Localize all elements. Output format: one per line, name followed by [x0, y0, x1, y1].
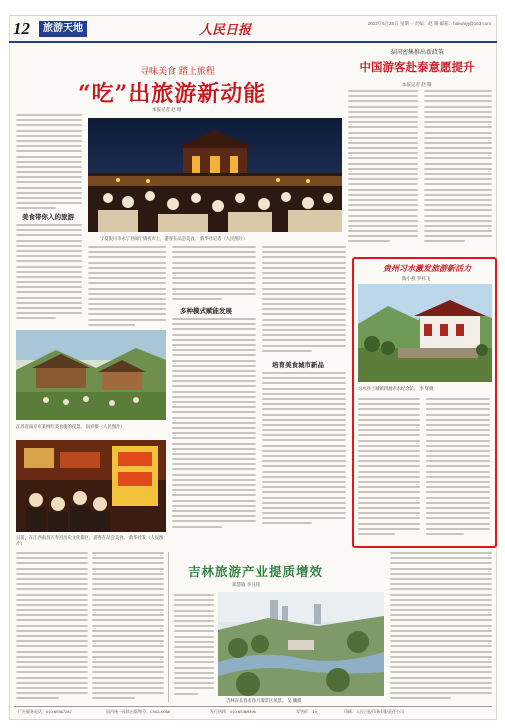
main-text-col2 [88, 246, 166, 330]
main-kicker: 寻味美食 踏上旅程 [140, 67, 215, 77]
header-rule [9, 41, 497, 43]
main-text-col3b [172, 318, 256, 532]
bottom-text-col1 [16, 552, 88, 702]
photo3-caption: 日前，在江西南昌万寿宫历史文化街区，游客在品尝美食。 新华社发（人民图片） [16, 535, 164, 546]
page-header [9, 19, 497, 39]
highlight-text-col1 [358, 398, 420, 544]
main-photo-caption: 宁夏银川市永宁县闽宁镇夜市上，游客在品尝美食。 新华社记者（人民图片） [100, 236, 248, 241]
right-text-col2 [424, 90, 492, 250]
main-text-col1 [16, 114, 82, 212]
section-tag: 旅游天地 [39, 21, 87, 37]
highlight-photo-memorial [358, 284, 492, 382]
footer-item: 国内统一连续出版物号：CN11-0066 [106, 709, 171, 714]
footer-item: 发行热线：010-65369396 [210, 709, 256, 714]
footer-item: 零售价：1元 [296, 709, 319, 714]
photo2-caption: 江苏省南京市某网红美食街的夜景。 阮祥摄（人民图片） [16, 424, 125, 429]
main-text-col1b [16, 224, 82, 320]
subhead-3: 培育美食城市新品 [272, 361, 324, 369]
footer-item: 广告服务电话：010-65367287 [18, 709, 72, 714]
right-byline: 本报记者 赵 珊 [402, 82, 432, 87]
photo-riverside-street [16, 330, 166, 420]
bottom-headline: 吉林旅游产业提质增效 [188, 564, 324, 579]
bottom-photo-caption: 吉林省长春市净月潭景区风景。 吴 鹏摄 [226, 698, 302, 703]
bottom-photo-landscape [218, 592, 384, 696]
subhead-1: 美食带你入的旅游 [22, 213, 74, 221]
footer-item: 印刷：人民日报印务有限责任公司 [344, 709, 404, 714]
right-headline: 中国游客赴泰意愿提升 [359, 60, 475, 74]
bottom-text-col3 [174, 594, 214, 702]
main-headline: “吃”出旅游新动能 [78, 81, 267, 107]
masthead-logo: 人民日报 [199, 23, 252, 38]
right-kicker: 泰国密集推出新政策 [389, 49, 444, 56]
column-rule [168, 552, 169, 702]
bottom-text-col2 [92, 552, 164, 702]
main-text-col4b [262, 372, 346, 532]
main-text-col4 [262, 246, 346, 356]
page-footer [14, 706, 492, 716]
highlight-headline: 贵州习水激发旅游新活力 [383, 263, 471, 273]
highlight-byline: 陶小燕 罗祎飞 [402, 276, 431, 281]
bottom-byline: 郑慧敏 李凡铭 [232, 582, 261, 587]
right-text-col1 [348, 90, 418, 250]
photo-food-street [16, 440, 166, 532]
page-number: 12 [13, 19, 30, 38]
main-text-col3 [172, 246, 256, 302]
right-story-head [342, 47, 492, 75]
subhead-2: 多种模式赋能发展 [180, 307, 232, 315]
header-meta: 2023年6月26日 星期一 责编：赵 珊 邮箱：haiwaiyj@163.com [367, 21, 491, 26]
highlight-photo-caption: 习水县土城镇四渡赤水纪念馆。 李 辉摄 [358, 386, 434, 391]
main-photo-night-market [88, 118, 342, 232]
highlight-text-col2 [426, 398, 490, 544]
main-byline: 本报记者 赵 珊 [152, 107, 182, 112]
bottom-text-col4 [390, 552, 492, 702]
